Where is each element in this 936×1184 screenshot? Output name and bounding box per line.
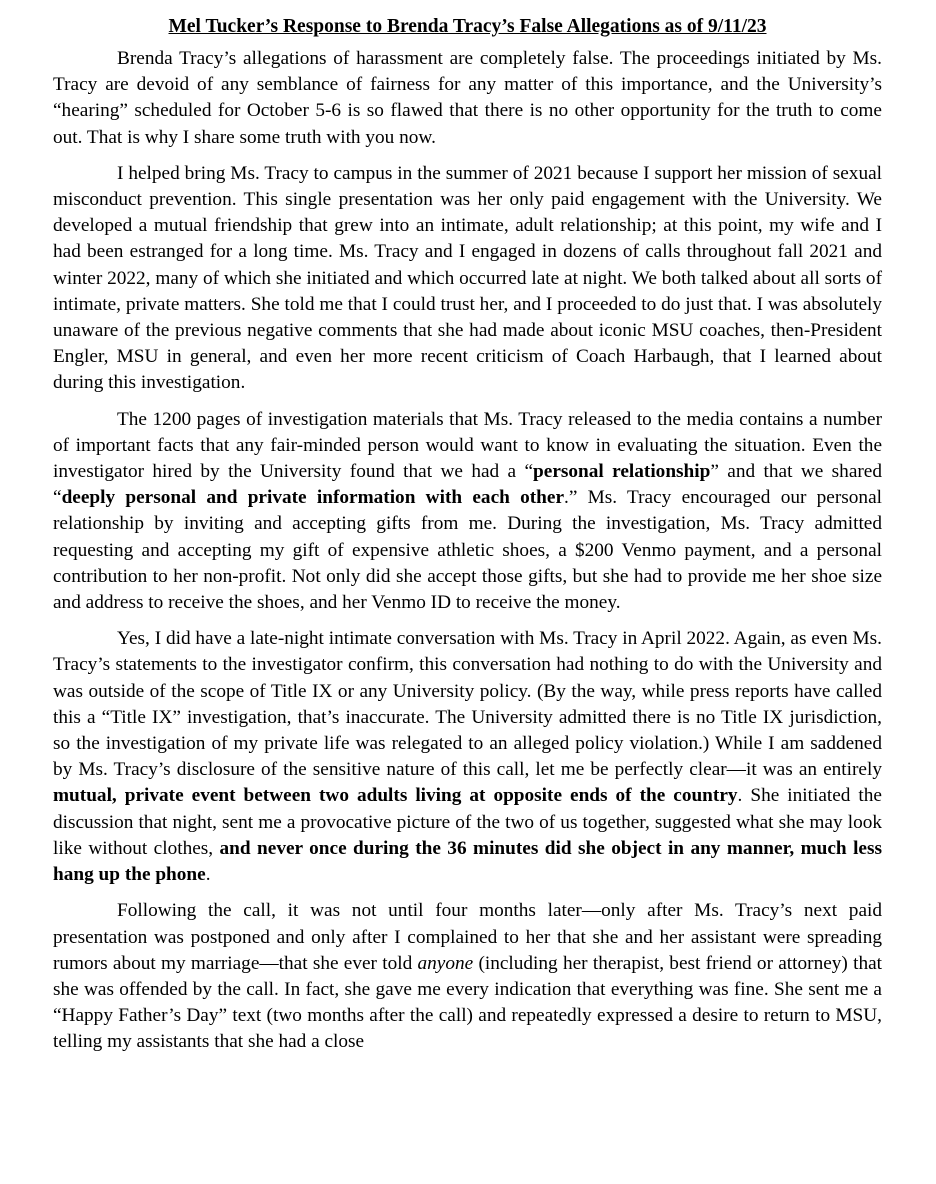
emphasis-text: mutual, private event between two adults living at opposite ends of the country	[53, 785, 738, 807]
paragraph-text: . She initiated the discussion that night, sent me a provocative picture of the two of us together, suggested what she may look like without clothes,	[53, 785, 882, 859]
paragraph-text: Yes, I did have a late-night intimate conversation with Ms. Tracy in April 2022. Again, as even Ms. Tracy’s statements to the investigator confirm, this conversation had nothing to do with the University and was outside of the scope of Title IX or any University policy. (By the way, while press reports have called this a “Title IX” investigation, that’s inaccurate. The University admitted there is no Title IX jurisdiction, so the investigation of my private life was relegated to an alleged policy violation.) While I am saddened by Ms. Tracy’s disclosure of the sensitive nature of this call, let me be perfectly clear—it was an entirely	[53, 628, 882, 781]
emphasis-text: deeply personal and private information with each other	[61, 487, 565, 509]
emphasis-text: and never once during the 36 minutes did she object in any manner, much less hang up the phone	[53, 837, 883, 886]
paragraph-text: Brenda Tracy’s allegations of harassment are completely false. The proceedings initiated by Ms. Tracy are devoid of any semblance of fairness for any matter of this importance, and the University’s “hearing” scheduled for October 5-6 is so flawed that there is no other opportunity for the truth to come out. That is why I share some truth with you now.	[53, 48, 882, 148]
paragraph-3	[53, 407, 882, 617]
paragraph-text: Following the call, it was not until four months later—only after Ms. Tracy’s next paid presentation was postponed and only after I complained to her that she and her assistant were spreading rumors about my marriage—that she ever told	[53, 900, 882, 974]
paragraph-text: The 1200 pages of investigation materials that Ms. Tracy released to the media contains a number of important facts that any fair-minded person would want to know in evaluating the situation. Even the investigator hired by the University found that we had a “	[53, 408, 882, 483]
document-title: Mel Tucker’s Response to Brenda Tracy’s False Allegations as of 9/11/23	[168, 16, 767, 37]
paragraph-1	[53, 46, 882, 151]
paragraph-5	[53, 898, 882, 1055]
paragraph-2	[53, 161, 882, 397]
paragraph-text: .	[205, 864, 211, 886]
paragraph-text: ” and that we shared “	[53, 461, 882, 509]
paragraph-4	[53, 626, 882, 888]
emphasis-text: personal relationship	[533, 461, 711, 483]
paragraph-text: .” Ms. Tracy encouraged our personal relationship by inviting and accepting gifts from me. During the investigation, Ms. Tracy admitted requesting and accepting my gift of expensive athletic shoes, a $200 Venmo payment, and a personal contribution to her non-profit. Not only did she accept those gifts, but she had to provide me her shoe size and address to receive the shoes, and her Venmo ID to receive the money.	[53, 487, 882, 614]
emphasis-text: anyone	[417, 952, 474, 974]
paragraph-text: I helped bring Ms. Tracy to campus in the summer of 2021 because I support her mission of sexual misconduct prevention. This single presentation was her only paid engagement with the University. We developed a mutual friendship that grew into an intimate, adult relationship; at this point, my wife and I had been estranged for a long time. Ms. Tracy and I engaged in dozens of calls throughout fall 2021 and winter 2022, many of which she initiated and which occurred late at night. We both talked about all sorts of intimate, private matters. She told me that I could trust her, and I proceeded to do just that. I was absolutely unaware of the previous negative comments that she had made about iconic MSU coaches, then-President Engler, MSU in general, and even her more recent criticism of Coach Harbaugh, that I learned about during this investigation.	[53, 162, 882, 394]
paragraph-text: (including her therapist, best friend or attorney) that she was offended by the call. In fact, she gave me every indication that everything was fine. She sent me a “Happy Father’s Day” text (two months after the call) and repeatedly expressed a desire to return to MSU, telling my assistants that she had a close	[53, 952, 883, 1053]
